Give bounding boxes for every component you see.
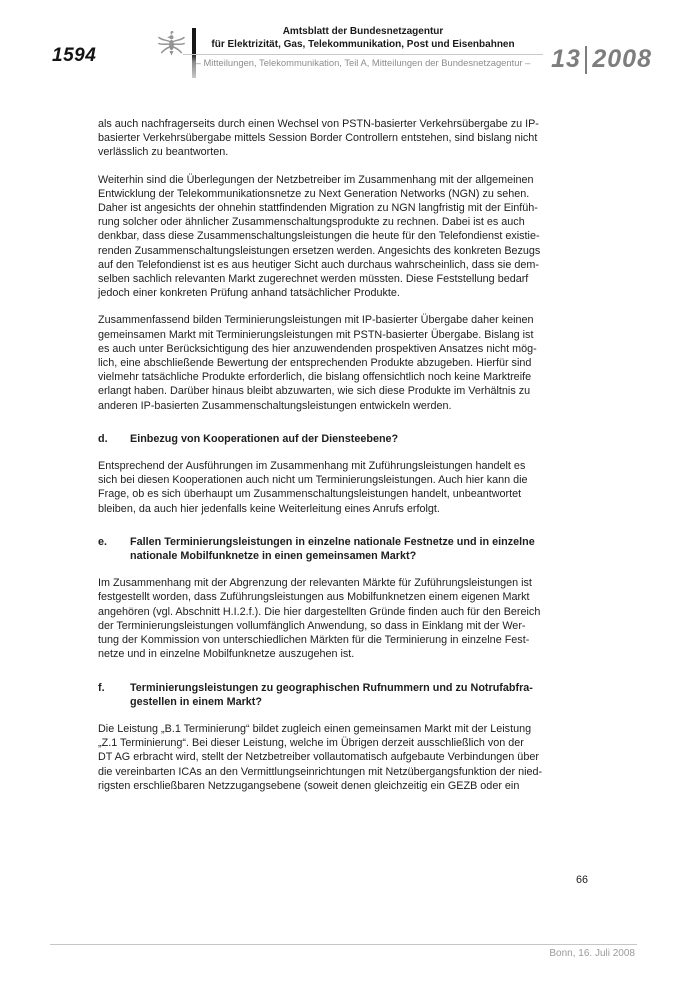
text-line: Daher ist angesichts der ohnehin stattfindenden Migration zu NGN langfristig mit der Einfüh- [98, 202, 538, 215]
text-line: Weiterhin sind die Überlegungen der Netzbetreiber im Zusammenhang mit der allgemeinen [98, 173, 534, 186]
text-line: Fallen Terminierungsleistungen in einzelne nationale Festnetze und in einzelne [130, 535, 535, 548]
text-line: gemeinsamen Markt mit Terminierungsleistungen mit PSTN-basierter Übergabe. Bislang ist [98, 328, 534, 341]
text-line: auf den Telefondienst ist es aus heutiger Sicht auch durchaus wahrscheinlich, dass sie dem- [98, 258, 539, 271]
issue-divider-bar [585, 46, 588, 74]
heading-label: e. [98, 535, 108, 548]
text-line: festgestellt worden, dass Zuführungsleistungen aus Mobilfunknetzen einem eigenen Markt [98, 591, 530, 604]
text-line: gestellen in einem Markt? [130, 695, 262, 708]
journal-title-line1: Amtsblatt der Bundesnetzagentur [282, 26, 444, 37]
text-line: Im Zusammenhang mit der Abgrenzung der relevanten Märkte für Zuführungsleistungen ist [98, 577, 532, 590]
issue-badge [551, 45, 652, 74]
text-line: renden Zusammenschaltungsleistungen ersetzen werden. Angesichts des konkreten Bezugs [98, 244, 541, 257]
issue-number: 13 [551, 45, 581, 73]
paragraph [98, 459, 574, 516]
heading-text [130, 681, 574, 709]
paragraph [98, 576, 574, 661]
text-line: es auch unter Berücksichtigung des hier anzuwendenden prospektiven Ansatzes nicht mög- [98, 342, 537, 355]
text-line: basierter Verkehrsübergabe mittels Session Border Controllern entstehen, sind bislang nicht [98, 132, 538, 145]
section-heading [98, 535, 574, 563]
text-line: Entsprechend der Ausführungen im Zusammenhang mit Zuführungsleistungen handelt es [98, 460, 526, 473]
text-line: rigsten erschließbaren Netzzugangsebene (soweit denen gleichzeitig ein GEZB oder ein [98, 779, 520, 792]
text-line: anderen IP-basierten Zusammenschaltungsleistungen entwickeln werden. [98, 399, 452, 412]
heading-label: d. [98, 432, 108, 445]
text-line: angehören (vgl. Abschnitt H.I.2.f.). Die hier dargestellten Gründe finden auch für den Bereich [98, 605, 541, 618]
text-line: lich, eine abschließende Bewertung der entsprechenden Produkte abzugeben. Hierfür sind [98, 357, 532, 370]
text-line: Entwicklung der Telekommunikationsnetze zu Next Generation Networks (NGN) zu sehen. [98, 187, 530, 200]
text-line: die vereinbarten ICAs an den Vermittlungseinrichtungen mit Netzübergangsfunktion der nied- [98, 765, 543, 778]
heading-text [130, 432, 574, 446]
text-line: selben sachlich relevanten Markt zugerechnet werden müssten. Diese Feststellung bedarf [98, 273, 529, 286]
section-heading [98, 681, 574, 709]
text-line: netze und in einzelne Mobilfunknetze auszugehen ist. [98, 648, 355, 661]
masthead [183, 26, 543, 69]
text-line: jedoch einer konkreten Prüfung anhand tatsächlicher Produkte. [98, 287, 400, 300]
text-line: erlangt haben. Darüber hinaus bleibt abzuwarten, wie sich diese Produkte im Verhältnis zu [98, 385, 531, 398]
text-line: tung der Kommission von unterschiedlichen Märkten für die Terminierung in einzelne Fest- [98, 634, 530, 647]
text-line: Zusammenfassend bilden Terminierungsleistungen mit IP-basierter Übergabe daher keinen [98, 314, 534, 327]
text-line: verlässlich zu beantworten. [98, 146, 229, 159]
text-line: bleiben, da auch hier jedenfalls keine Weiterleitung eines Anrufs erfolgt. [98, 502, 440, 515]
text-line: Die Leistung „B.1 Terminierung“ bildet zugleich einen gemeinsamen Markt mit der Leistung [98, 722, 532, 735]
text-line: Einbezug von Kooperationen auf der Diensteebene? [130, 432, 399, 445]
text-line: sich bei diesen Kooperationen auch nicht um Terminierungsleistungen. Auch hier kann die [98, 474, 528, 487]
issue-year: 2008 [592, 45, 652, 73]
paragraph [98, 173, 574, 301]
paragraph [98, 313, 574, 412]
place-date: Bonn, 16. Juli 2008 [549, 948, 635, 959]
document-body [98, 117, 574, 793]
text-line: rung solcher oder ähnlicher Zusammenschaltungsprodukte zu rechnen. Dabei ist es auch [98, 216, 525, 229]
text-line: als auch nachfragerseits durch einen Wechsel von PSTN-basierter Verkehrsübergabe zu IP- [98, 118, 539, 130]
text-line: der Terminierungsleistungen vollumfänglich Anwendung, so dass in Einklang mit der Wer- [98, 619, 526, 632]
paragraph [98, 117, 574, 160]
page-number: 66 [575, 874, 588, 886]
footer-divider [50, 944, 637, 945]
text-line: vielmehr tatsächliche Produkte erforderlich, die bislang offensichtlich noch keine Marktreife [98, 371, 532, 384]
paragraph [98, 722, 574, 793]
text-line: nationale Mobilfunknetze in einen gemeinsamen Markt? [130, 550, 417, 563]
heading-label: f. [98, 681, 105, 694]
text-line: Frage, ob es sich überhaupt um Zusammenschaltungsleistungen handelt, unbeantwortet [98, 488, 522, 501]
section-heading [98, 432, 574, 446]
folio-number: 1594 [52, 45, 97, 66]
text-line: „Z.1 Terminierung“. Bei dieser Leistung, welche im Übrigen derzeit ausschließlich von der [98, 737, 524, 750]
journal-subtitle: – Mitteilungen, Telekommunikation, Teil A, Mitteilungen der Bundesnetzagentur – [195, 57, 531, 69]
masthead-divider [183, 54, 543, 55]
text-line: Terminierungsleistungen zu geographischen Rufnummern und zu Notrufabfra- [130, 681, 533, 694]
text-line: denkbar, dass diese Zusammenschaltungsleistungen die heute für den Telefondienst existie- [98, 230, 540, 243]
text-line: DT AG erbracht wird, stellt der Netzbetreiber vollautomatisch aufgebaute Verbindungen über [98, 751, 539, 764]
heading-text [130, 535, 574, 563]
journal-title-line2: für Elektrizität, Gas, Telekommunikation, Post und Eisenbahnen [211, 38, 515, 50]
